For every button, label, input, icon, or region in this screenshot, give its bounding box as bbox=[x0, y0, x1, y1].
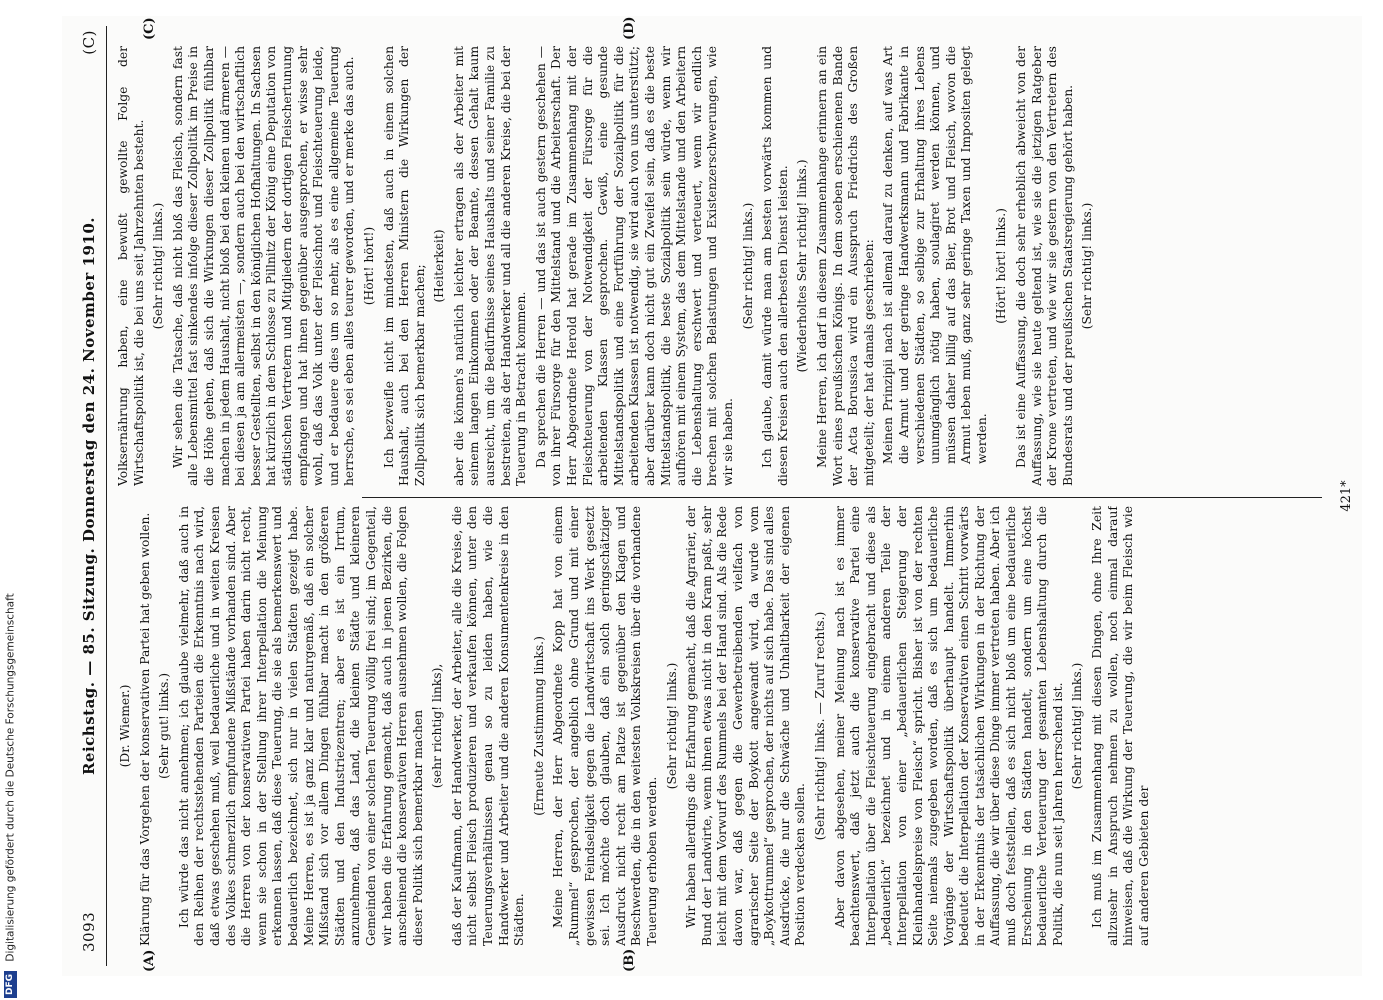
quotation: Meinen Prinzipii nach ist allemal darauf zu denken, auf was Art die Armut und der geringe Handwerksmann und Fabrikante in verschiedenen Städten, so selbige zur Erhaltung ihres Lebens unumgänglich nötig haben, soulagiret werden können, und müssen daher billig auf das Bier, Brot und Fleisch, wovon die Armut leben muß, ganz sehr geringe Taxen und Impositen gelegt werden. bbox=[881, 46, 989, 464]
paragraph: Meine Herren, der Herr Abgeordnete Kopp hat von einem „Rummel“ gesprochen, der angeblich ohne Grund und mit einer gewissen Feindseligkeit gegen die Landwirtschaft ins Werk gesetzt sei. Ich möchte doch glauben, daß ein solch geringschätziger Ausdruck nicht recht am Platze ist gegenüber den Klagen und Beschwerden, die in den weitesten Volkskreisen über die vorhandene Teuerung erhoben werden. bbox=[551, 506, 659, 946]
paragraph: Da sprechen die Herren — und das ist auch gestern geschehen — von ihrer Fürsorge für den Mittelstand und die Arbeiterschaft. Der Herr Abgeordnete Herold hat gerade im Zusammenhang mit der Fleischteuerung von der Notwendigkeit der Fürsorge für die arbeitenden Klassen gesprochen. Gewiß, eine gesunde Mittelstandspolitik und eine Fortführung der Sozialpolitik für die arbeitenden Klassen ist notwendig, sie wird auch von uns unterstützt; aber darüber kann doch nicht gut ein Zweifel sein, daß es die beste Mittelstandspolitik, die beste Sozialpolitik sein würde, wenn wir aufhören mit einem System, das dem Mittelstande und den Arbeitern die Lebenshaltung erschwert und verteuert, wenn wir endlich brechen mit solchen Belastungen und Existenzerschwerungen, wie wir sie haben. bbox=[533, 46, 735, 486]
document-page bbox=[62, 16, 1362, 976]
paragraph: Volksernährung haben, eine bewußt gewollte Folge der Wirtschaftspolitik ist, die bei uns seit Jahrzehnten besteht. bbox=[116, 46, 146, 486]
interjection: (Sehr gut! links.) bbox=[157, 672, 172, 780]
page-footer: 421* bbox=[1339, 480, 1354, 512]
interjection: (Wiederholtes Sehr richtig! links.) bbox=[795, 159, 810, 373]
margin-mark-a: (A) bbox=[142, 949, 157, 972]
interjection: (Sehr richtig! links.) bbox=[1070, 662, 1085, 790]
page-header bbox=[72, 16, 106, 976]
interjection: (Sehr richtig! links.) bbox=[740, 202, 755, 330]
paragraph: Klärung für das Vorgehen der konservativen Partei hat geben wollen. bbox=[137, 512, 152, 946]
interjection: (Erneute Zustimmung links.) bbox=[531, 636, 546, 816]
paragraph: Das ist eine Auffassung, die doch sehr erheblich abweicht von der Auffassung, wie sie heute geltend ist, wie sie die jetzigen Ratgeber der Krone vertreten, und wie wir sie gestern von den Vertretern des Bundesrats und der preußischen Staatsregierung gehört haben. bbox=[1014, 46, 1075, 486]
paragraph: Ich bezweifle nicht im mindesten, daß auch in einem solchen Haushalt, auch bei den Herren Ministern die Wirkungen der Zollpolitik sich bemerkbar machen; bbox=[381, 46, 427, 486]
session-title: Reichstag. — 85. Sitzung. Donnerstag den 24. November 1910. bbox=[80, 216, 98, 776]
paragraph: Wir haben allerdings die Erfahrung gemacht, daß die Agrarier, der Bund der Landwirte, wenn ihnen etwas nicht in den Kram paßt, sehr leicht mit dem Vorwurf des Rummels bei der Hand sind. Als die Rede davon war, daß gegen die Gewerbetreibenden vielfach von agrarischer Seite der Boykott angewandt wird, da wurde vom „Boykottrummel“ gesprochen, der nichts auf sich habe. Das sind alles Ausdrücke, die nur die Schwäche und Unhaltbarkeit der eigenen Position verdecken sollen. bbox=[684, 506, 808, 946]
interjection: (Hört! hört! links.) bbox=[994, 208, 1009, 324]
page-number: 3093 bbox=[80, 911, 98, 952]
paragraph: aber die können's natürlich leichter ertragen als der Arbeiter mit seinem langen Einkommen oder der Beamte, dessen Gehalt kaum ausreicht, um die Bedürfnisse seines Haushalts und seiner Familie zu bestreiten, als der Handwerker und all die anderen Kreise, die bei der Teuerung in Betracht kommen. bbox=[451, 46, 529, 486]
paragraph: Aber davon abgesehen, meiner Meinung nach ist es immer beachtenswert, daß jetzt auch die konservative Partei eine Interpellation über die Fleischteuerung eingebracht und diese als „bedauerlich“ bezeichnet und in einem anderen Teile der Interpellation von einer „bedauerlichen Steigerung der Kleinhandelspreise von Fleisch“ spricht. Bisher ist von der rechten Seite niemals zugegeben worden, daß es sich um bedauerliche Vorgänge der Wirtschaftspolitik überhaupt handelt. Immerhin bedeutet die Interpellation der Konservativen einen Schritt vorwärts in der Erkenntnis der tatsächlichen Wirkungen in der Richtung der Auffassung, die wir über diese Dinge immer vertreten haben. Aber ich muß doch feststellen, daß es sich nicht bloß um eine bedauerliche Erscheinung in den Städten handelt, sondern um eine höchst bedauerliche Verteuerung der gesamten Lebenshaltung durch die Politik, die nun seit Jahren herrschend ist. bbox=[832, 506, 1065, 946]
header-rule bbox=[106, 26, 107, 966]
right-text-column bbox=[116, 46, 1316, 486]
left-text-column bbox=[116, 506, 1316, 946]
interjection: (Sehr richtig! links.) bbox=[1080, 202, 1095, 330]
digitization-credit bbox=[4, 8, 20, 998]
paragraph: Ich muß im Zusammenhang mit diesen Dingen, ohne Ihre Zeit allzusehr in Anspruch nehmen zu wollen, noch einmal darauf hinweisen, daß die Wirkung der Teuerung, die wir beim Fleisch wie auf anderen Gebieten der bbox=[1090, 506, 1151, 946]
paragraph: Ich würde das nicht annehmen; ich glaube vielmehr, daß auch in den Reihen der rechtsstehenden Parteien die Erkenntnis nach wird, daß etwas geschehen muß, weil bedauerliche und in weiten Kreisen des Volkes schmerzlich empfundene Mißstände vorhanden sind. Aber die Herren von der konservativen Partei haben darin nicht recht, wenn sie schon in der Stellung ihrer Interpellation die Meinung erkennen lassen, daß diese Teuerung, die sie als bemerkenswert und bedauerlich bezeichnet, sich nur in vielen Städten gezeigt habe. Meine Herren, es ist ja ganz klar und naturgemäß, daß ein solcher Mißstand sich vor allem Dingen fühlbar macht in den größeren Städten und den Industriezentren; aber es ist ein Irrtum, anzunehmen, daß das Land, die kleinen Städte und kleineren Gemeinden von einer solchen Teuerung völlig frei sind; im Gegenteil, wir haben die Erfahrung gemacht, daß auch in jenen Bezirken, die anscheinend die konservativen Herren ausnehmen wollen, die Folgen dieser Politik sich bemerkbar machen bbox=[176, 506, 425, 946]
margin-mark-top: (C) bbox=[80, 30, 98, 55]
column-divider bbox=[362, 497, 1322, 498]
paragraph: Wir sehen die Tatsache, daß nicht bloß das Fleisch, sondern fast alle Lebensmittel fast sinkendes infolge dieser Zollpolitik im Preise in die Höhe gehen, daß sich die Wirkungen dieser Zollpolitik fühlbar machen in jedem Haushalt, nicht bloß bei den kleinen und ärmeren — bei diesen ja am allermeisten —, sondern auch bei den wirtschaftlich besser Gestellten, selbst in den königlichen Hofhaltungen. In Sachsen hat kürzlich in dem Schlosse zu Pillnitz der König eine Deputation von städtischen Vertretern und Mitgliedern der dortigen Fleischertunung empfangen und hat ihnen gegenüber ausgesprochen, er wisse sehr wohl, daß das Volk unter der Fleischnot und Fleischteuerung leide, und er bedauere dies um so mehr, als es eine allgemeine Teuerung herrsche, es sei eben alles teurer geworden, und er merke das auch. bbox=[170, 46, 357, 486]
interjection: (Sehr richtig! links.) bbox=[151, 202, 166, 330]
interjection: (sehr richtig! links), bbox=[430, 663, 445, 789]
margin-mark-c: (C) bbox=[142, 17, 157, 40]
dfg-logo: DFG bbox=[4, 971, 17, 998]
paragraph: daß der Kaufmann, der Handwerker, der Arbeiter, alle die Kreise, die nicht selbst Fleisch produzieren und verkaufen können, unter den Teuerungsverhältnissen genau so zu leiden haben, wie die Handwerker und Arbeiter und die anderen Konsumentenkreise in den Städten. bbox=[449, 506, 527, 946]
interjection: (Sehr richtig! links. — Zuruf rechts.) bbox=[812, 611, 827, 841]
paragraph: Ich glaube, damit würde man am besten vorwärts kommen und diesen Kreisen auch den allerbesten Dienst leisten. bbox=[760, 46, 790, 486]
margin-mark-d: (D) bbox=[622, 16, 637, 40]
interjection: (Hört! hört!) bbox=[361, 226, 376, 306]
interjection: (Heiterkeit) bbox=[432, 229, 447, 303]
interjection: (Sehr richtig! links.) bbox=[664, 662, 679, 790]
margin-mark-b: (B) bbox=[622, 948, 637, 972]
paragraph: Meine Herren, ich darf in diesem Zusammenhange erinnern an ein Wort eines preußischen Königs. In dem soeben erschienenen Bande der Acta Borussica wird ein Ausspruch Friedrichs des Großen mitgeteilt; der hat damals geschrieben: bbox=[814, 46, 876, 486]
interjection: (Dr. Wiemer.) bbox=[118, 684, 132, 768]
credit-text: Digitalisierung gefördert durch die Deutsche Forschungsgemeinschaft bbox=[4, 593, 17, 962]
